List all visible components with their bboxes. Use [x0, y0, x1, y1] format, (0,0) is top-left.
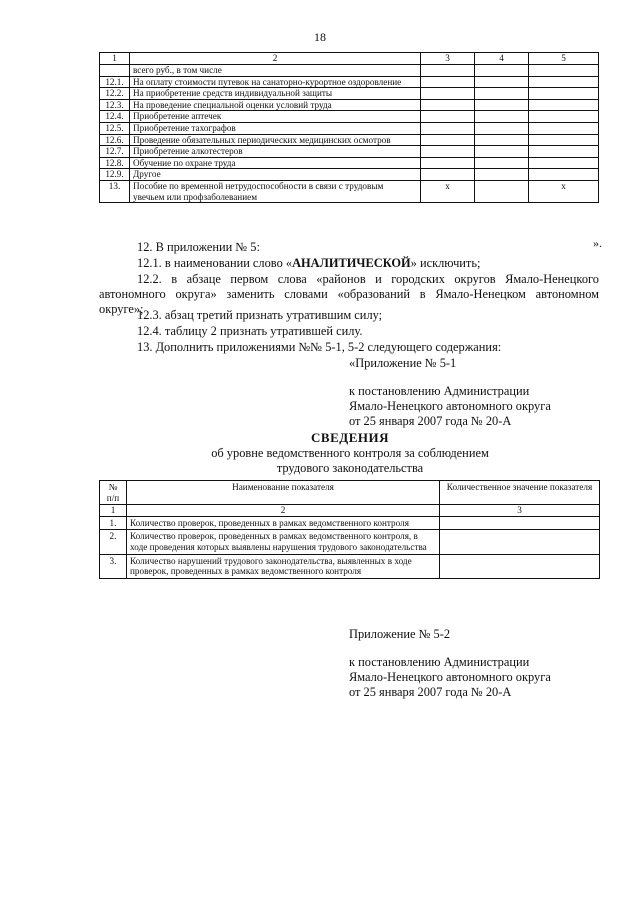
table-cell-c4: [475, 146, 529, 158]
table-cell-num: 12.6.: [100, 134, 130, 146]
col-header-number: № п/п: [100, 481, 127, 505]
table-cell-c3: [421, 99, 475, 111]
col-index: 3: [440, 505, 600, 517]
amendment-12-1: [99, 256, 599, 271]
table-cell-num: 3.: [100, 554, 127, 578]
table-cell-num: 12.7.: [100, 146, 130, 158]
table-cell-c3: [421, 157, 475, 169]
table-row: [100, 99, 599, 111]
col-header-value: Количественное значение показателя: [440, 481, 600, 505]
table-row: [100, 530, 600, 554]
table-cell-name: Количество проверок, проведенных в рамках ведомственного контроля: [127, 516, 440, 530]
table-cell-c5: [529, 146, 599, 158]
control-level-table: [99, 480, 600, 579]
table-cell-num: 12.8.: [100, 157, 130, 169]
table-row: [100, 516, 600, 530]
table-row: [100, 76, 599, 88]
table-header-row: [100, 53, 599, 65]
amendment-12-3: 12.3. абзац третий признать утратившим силу;: [137, 308, 383, 322]
table-cell-c3: [421, 122, 475, 134]
table-cell-num: [100, 65, 130, 77]
table-cell-num: 12.5.: [100, 122, 130, 134]
table-index-row: [100, 505, 600, 517]
amendment-12: 12. В приложении № 5:: [137, 240, 260, 254]
table-row: [100, 65, 599, 77]
appendix-5-1-label: «Приложение № 5-1: [349, 356, 457, 370]
table-cell-num: 12.3.: [100, 99, 130, 111]
table-cell-c3: [421, 111, 475, 123]
table-cell-c4: [475, 122, 529, 134]
table-cell-name: Количество нарушений трудового законодательства, выявленных в ходе проверок, проведенных в рамках ведомственного контроля: [127, 554, 440, 578]
table-cell-name: Проведение обязательных периодических медицинских осмотров: [130, 134, 421, 146]
control-level-table-body: [100, 516, 600, 578]
table-cell-c5: [529, 169, 599, 181]
table-cell-c4: [475, 76, 529, 88]
table-cell-c4: [475, 134, 529, 146]
col-header: 3: [421, 53, 475, 65]
amendment-12-2: 12.2. в абзаце первом слова «районов и городских округов Ямало-Ненецкого автономного округа» заменить словами «образований в Ямало-Ненецком автономном округе»;: [99, 272, 599, 317]
table-cell-num: 13.: [100, 180, 130, 202]
expenses-table: [99, 52, 599, 203]
table-cell-name: Приобретение аптечек: [130, 111, 421, 123]
table-cell-c4: [475, 169, 529, 181]
appendix-5-1-reference: к постановлению Администрации Ямало-Ненецкого автономного округа от 25 января 2007 года № 20-А: [349, 384, 551, 428]
col-header-name: Наименование показателя: [127, 481, 440, 505]
table-cell-c5: [529, 122, 599, 134]
amendment-12-4: 12.4. таблицу 2 признать утратившей силу.: [137, 324, 363, 338]
table-cell-c5: [529, 134, 599, 146]
amendment-bold-word: АНАЛИТИЧЕСКОЙ: [292, 256, 411, 270]
table-cell-c4: [475, 65, 529, 77]
table-cell-name: На проведение специальной оценки условий труда: [130, 99, 421, 111]
table-cell-name: Пособие по временной нетрудоспособности в связи с трудовым увечьем или профзаболеванием: [130, 180, 421, 202]
table-cell-c4: [475, 180, 529, 202]
table-cell-num: 12.2.: [100, 88, 130, 100]
table-cell-num: 2.: [100, 530, 127, 554]
table-cell-c5: [529, 99, 599, 111]
svedeniya-heading: [0, 430, 640, 475]
table-cell-num: 12.1.: [100, 76, 130, 88]
table-cell-num: 12.4.: [100, 111, 130, 123]
amendment-13: 13. Дополнить приложениями №№ 5-1, 5-2 следующего содержания:: [137, 340, 502, 354]
svedeniya-subtitle-2: трудового законодательства: [276, 460, 424, 475]
table-row: [100, 111, 599, 123]
table-row: [100, 88, 599, 100]
closing-quote: ».: [593, 236, 602, 250]
page-number: 18: [314, 30, 326, 44]
svedeniya-title: СВЕДЕНИЯ: [311, 430, 389, 445]
table-cell-name: На оплату стоимости путевок на санаторно-курортное оздоровление: [130, 76, 421, 88]
expenses-table-body: [100, 65, 599, 203]
table-cell-c3: [421, 169, 475, 181]
table-cell-c5: [529, 111, 599, 123]
table-cell-name: Количество проверок, проведенных в рамках ведомственного контроля, в ходе проведения которых выявлены нарушения трудового законодательства: [127, 530, 440, 554]
table-cell-c4: [475, 157, 529, 169]
table-cell-c5: [529, 76, 599, 88]
table-cell-value: [440, 554, 600, 578]
table-row: [100, 554, 600, 578]
table-cell-c3: [421, 134, 475, 146]
table-row: [100, 180, 599, 202]
col-header: 4: [475, 53, 529, 65]
svedeniya-subtitle-1: об уровне ведомственного контроля за соблюдением: [211, 446, 489, 460]
table-cell-name: Другое: [130, 169, 421, 181]
table-row: [100, 169, 599, 181]
table-cell-c5: x: [529, 180, 599, 202]
table-cell-value: [440, 530, 600, 554]
table-row: [100, 157, 599, 169]
table-cell-c4: [475, 88, 529, 100]
table-cell-c4: [475, 111, 529, 123]
table-row: [100, 134, 599, 146]
table-cell-name: Приобретение тахографов: [130, 122, 421, 134]
amendment-text: » исключить;: [410, 256, 481, 270]
table-cell-c3: [421, 65, 475, 77]
col-header: 1: [100, 53, 130, 65]
table-cell-name: Приобретение алкотестеров: [130, 146, 421, 158]
table-row: [100, 146, 599, 158]
table-cell-num: 12.9.: [100, 169, 130, 181]
table-cell-c3: [421, 76, 475, 88]
table-cell-num: 1.: [100, 516, 127, 530]
col-index: 1: [100, 505, 127, 517]
table-cell-c3: [421, 88, 475, 100]
table-cell-value: [440, 516, 600, 530]
table-cell-name: всего руб., в том числе: [130, 65, 421, 77]
col-header: 5: [529, 53, 599, 65]
table-cell-c3: x: [421, 180, 475, 202]
table-header-row: [100, 481, 600, 505]
table-row: [100, 122, 599, 134]
table-cell-name: На приобретение средств индивидуальной защиты: [130, 88, 421, 100]
appendix-5-2-label: Приложение № 5-2: [349, 627, 451, 641]
table-cell-c4: [475, 99, 529, 111]
appendix-5-2-reference: к постановлению Администрации Ямало-Ненецкого автономного округа от 25 января 2007 года № 20-А: [349, 655, 551, 699]
table-cell-c5: [529, 88, 599, 100]
col-index: 2: [127, 505, 440, 517]
table-cell-c3: [421, 146, 475, 158]
table-cell-name: Обучение по охране труда: [130, 157, 421, 169]
col-header: 2: [130, 53, 421, 65]
table-cell-c5: [529, 157, 599, 169]
amendment-text: 12.1. в наименовании слово «: [137, 256, 293, 270]
table-cell-c5: [529, 65, 599, 77]
